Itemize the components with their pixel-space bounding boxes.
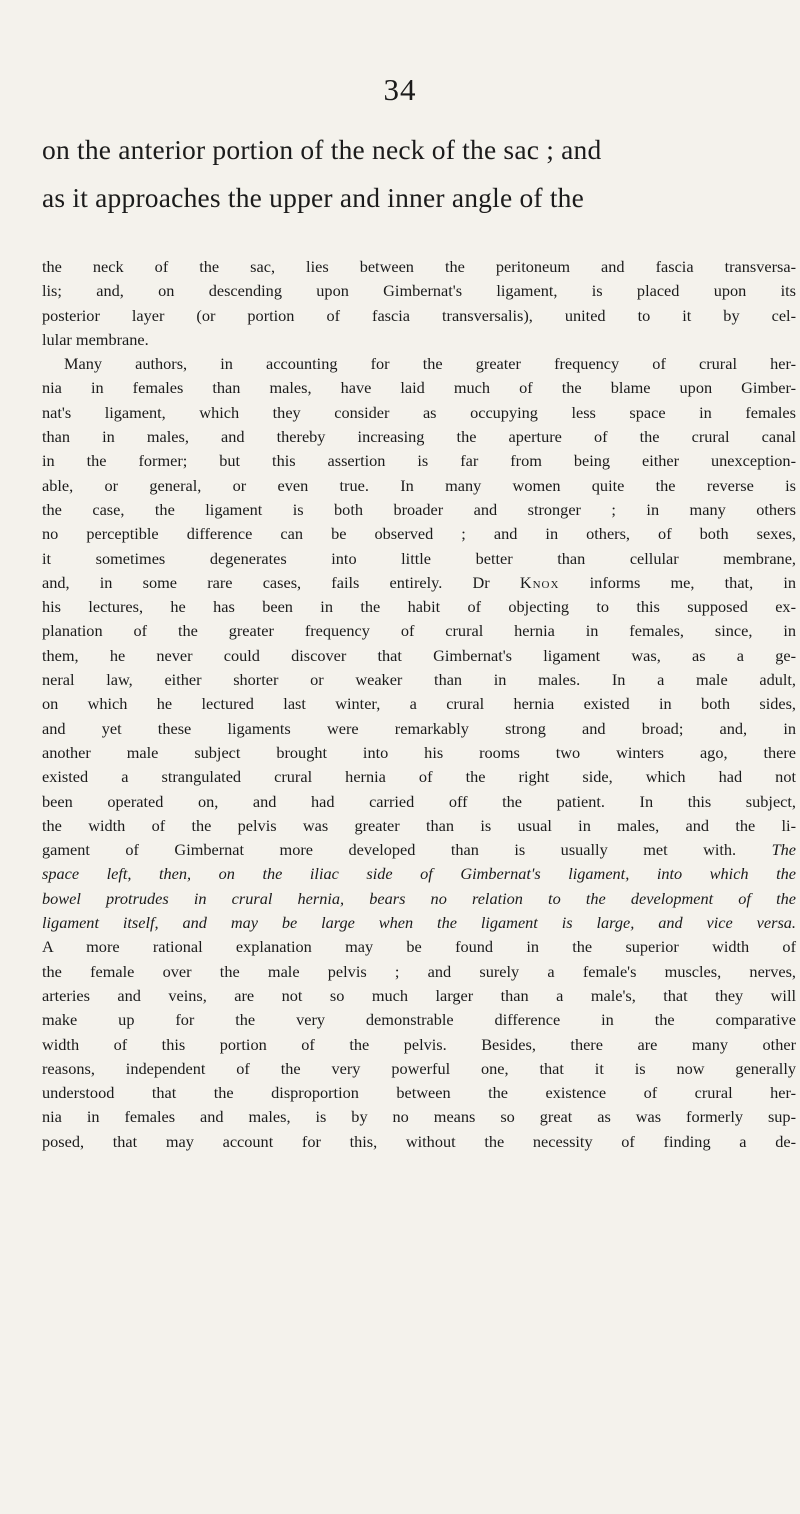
text-line: posterior layer (or portion of fascia transversalis), united to it by cel-: [42, 305, 796, 325]
italic-text-line: space left, then, on the iliac side of Gimbernat's ligament, into which the: [42, 864, 796, 884]
text-line: the neck of the sac, lies between the peritoneum and fascia transversa-: [42, 257, 796, 276]
text-line: nat's ligament, which they consider as occupying less space in females: [42, 402, 796, 422]
italic-text-line: ligament itself, and may be large when the ligament is large, and vice versa.: [42, 913, 796, 933]
text-line: existed a strangulated crural hernia of the right side, which had not: [42, 767, 796, 787]
text-line-knox: [42, 571, 796, 595]
text-line: no perceptible difference can be observed ; and in others, of both sexes,: [42, 524, 796, 544]
text-line: Many authors, in accounting for the greater frequency of crural her-: [64, 354, 796, 374]
text-line: on which he lectured last winter, a crural hernia existed in both sides,: [42, 694, 796, 714]
italic-text-line: bowel protrudes in crural hernia, bears no relation to the development of the: [42, 888, 796, 908]
author-name-knox: Knox: [519, 572, 560, 592]
text-line: been operated on, and had carried off the patient. In this subject,: [42, 791, 796, 811]
text-line: nia in females and males, is by no means so great as was formerly sup-: [42, 1107, 796, 1127]
text-line: them, he never could discover that Gimbernat's ligament was, as a ge-: [42, 645, 796, 665]
text-line: lis; and, on descending upon Gimbernat's ligament, is placed upon its: [42, 281, 796, 301]
text-line: it sometimes degenerates into little better than cellular membrane,: [42, 548, 796, 568]
text-line: nia in females than males, have laid much of the blame upon Gimber-: [42, 378, 796, 398]
text-line: planation of the greater frequency of crural hernia in females, since, in: [42, 621, 796, 641]
text-line: and yet these ligaments were remarkably strong and broad; and, in: [42, 718, 796, 738]
text-line-mixed: [42, 838, 796, 862]
text-line: posed, that may account for this, without the necessity of finding a de-: [42, 1131, 796, 1151]
text-line: able, or general, or even true. In many women quite the reverse is: [42, 475, 796, 495]
text-line: make up for the very demonstrable difference in the comparative: [42, 1010, 796, 1030]
body-text: [42, 255, 796, 1154]
page-number: 34: [383, 72, 417, 107]
text-line: A more rational explanation may be found in the superior width of: [42, 937, 796, 957]
mixed-italic-text: The: [771, 840, 796, 860]
large-text-line-2: as it approaches the upper and inner angle of the: [42, 182, 585, 213]
text-line: than in males, and thereby increasing the aperture of the crural canal: [42, 427, 796, 447]
text-line: another male subject brought into his rooms two winters ago, there: [42, 742, 796, 762]
text-line: arteries and veins, are not so much larger than a male's, that they will: [42, 985, 796, 1005]
text-line: his lectures, he has been in the habit of objecting to this supposed ex-: [42, 597, 796, 617]
text-line: neral law, either shorter or weaker than in males. In a male adult,: [42, 670, 796, 690]
text-line: reasons, independent of the very powerful one, that it is now generally: [42, 1058, 796, 1078]
text-line: understood that the disproportion between the existence of crural her-: [42, 1083, 796, 1103]
text-line: the female over the male pelvis ; and surely a female's muscles, nerves,: [42, 961, 796, 981]
knox-line-before: and, in some rare cases, fails entirely. Dr: [42, 572, 520, 592]
text-line: in the former; but this assertion is far from being either unexception-: [42, 451, 796, 471]
text-line: lular membrane.: [42, 329, 149, 349]
text-line: the case, the ligament is both broader and stronger ; in many others: [42, 499, 796, 519]
knox-line-after: informs me, that, in: [559, 572, 796, 592]
text-line: width of this portion of the pelvis. Besides, there are many other: [42, 1034, 796, 1054]
mixed-normal-text: gament of Gimbernat more developed than is usually met with.: [42, 840, 772, 860]
large-text-line-1: on the anterior portion of the neck of the sac ; and: [42, 134, 602, 165]
text-line: the width of the pelvis was greater than is usual in males, and the li-: [42, 815, 796, 835]
